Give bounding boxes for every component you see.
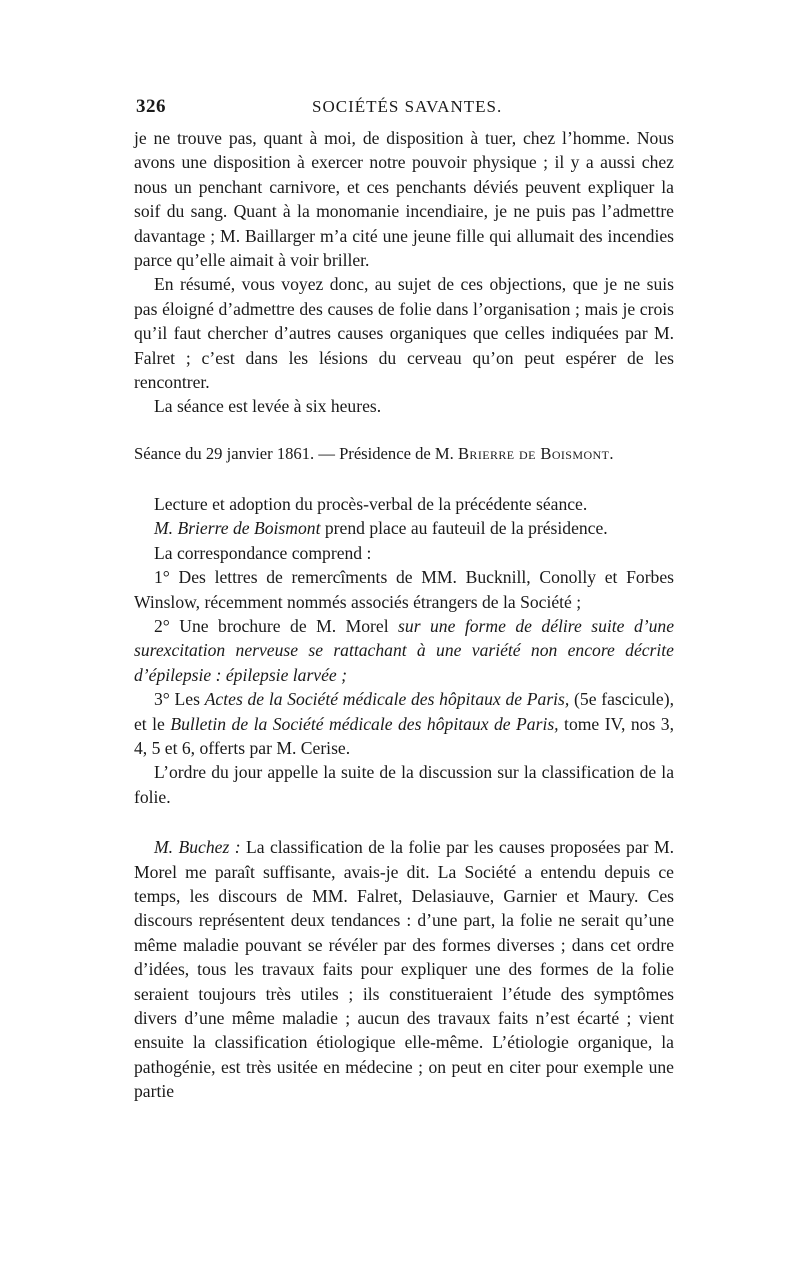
book-page	[134, 96, 674, 1104]
item-3-end: tome IV, nos 3, 4, 5 et 6, offerts par M. Cerise.	[134, 713, 674, 758]
item-3-title-1: Actes de la Société médicale des hôpitaux de Paris,	[204, 689, 570, 710]
president-name: M. Brierre de Boismont	[154, 518, 321, 539]
correspondance-item-2	[134, 614, 674, 687]
item-3-mid: (5e fascicule), et le	[134, 689, 674, 734]
running-head	[134, 96, 674, 126]
page-number: 326	[136, 96, 166, 117]
seance-president: Brierre de Boismont	[457, 443, 610, 463]
paragraph-monomanie: je ne trouve pas, quant à moi, de disposition à tuer, chez l’homme. Nous avons une disposition à exercer notre pouvoir physique ; il y a aussi chez nous un penchant carnivore, et ces penchants déviés peuvent expliquer la soif du sang. Quant à la monomanie incendiaire, je ne puis pas l’admettre davantage ; M. Baillarger m’a cité une jeune fille qui allumait des incendies parce qu’elle aimait à voir briller.	[134, 128, 674, 271]
item-3-title-2: Bulletin de la Société médicale des hôpitaux de Paris,	[170, 713, 559, 734]
buchez-text: La classification de la folie par les causes proposées par M. Morel me paraît suffisante, avais-je dit. La Société a entendu depuis ce temps, les discours de MM. Falret, Delasiauve, Garnier et Maury. Ces discours représentent deux tendances : d’une part, la folie ne serait qu’une même maladie pouvant se révéler par des formes diverses ; dans cet ordre d’idées, tous les travaux faits pour expliquer une des formes de la folie seraient toujours très utiles ; ils constitueraient l’étude des symptômes divers d’une même maladie ; aucun des travaux faits n’est écarté ; vient ensuite la classification étiologique elle-même. L’étiologie organique, la pathogénie, est très usitée en médecine ; on peut en citer pour exemple une partie	[134, 837, 674, 1102]
seance-heading-text: Séance du 29 janvier 1861. — Présidence de M.	[134, 443, 458, 463]
item-2-text: 2° Une brochure de M. Morel	[154, 615, 399, 636]
paragraph-lecture: Lecture et adoption du procès-verbal de la précédente séance.	[154, 493, 588, 514]
running-title: SOCIÉTÉS SAVANTES.	[312, 97, 503, 116]
seance-heading	[134, 442, 674, 466]
presidence-text: prend place au fauteuil de la présidence.	[320, 518, 608, 539]
paragraph-resume: En résumé, vous voyez donc, au sujet de ces objections, que je ne suis pas éloigné d’admettre des causes de folie dans l’organisation ; mais je crois qu’il faut chercher d’autres causes organiques que celles indiquées par M. Falret ; c’est dans les lésions du cerveau qu’on peut espérer de les rencontrer.	[134, 274, 674, 393]
speaker-name: M. Buchez :	[154, 837, 241, 858]
paragraph-correspondance: La correspondance comprend :	[154, 542, 372, 563]
paragraph-presidence	[134, 516, 674, 540]
paragraph-seance-levee: La séance est levée à six heures.	[154, 396, 382, 417]
correspondance-item-3	[134, 687, 674, 760]
paragraph-buchez	[134, 835, 674, 1103]
item-2-title: sur une forme de délire suite d’une surexcitation nerveuse se rattachant à une variété non encore décrite d’épilepsie : épilepsie larvée ;	[134, 615, 674, 685]
paragraph-ordre-du-jour: L’ordre du jour appelle la suite de la discussion sur la classification de la folie.	[134, 762, 674, 807]
correspondance-item-1: 1° Des lettres de remercîments de MM. Bucknill, Conolly et Forbes Winslow, récemment nommés associés étrangers de la Société ;	[134, 567, 674, 612]
seance-heading-end: .	[609, 443, 614, 463]
item-3-start: 3° Les	[154, 689, 205, 710]
